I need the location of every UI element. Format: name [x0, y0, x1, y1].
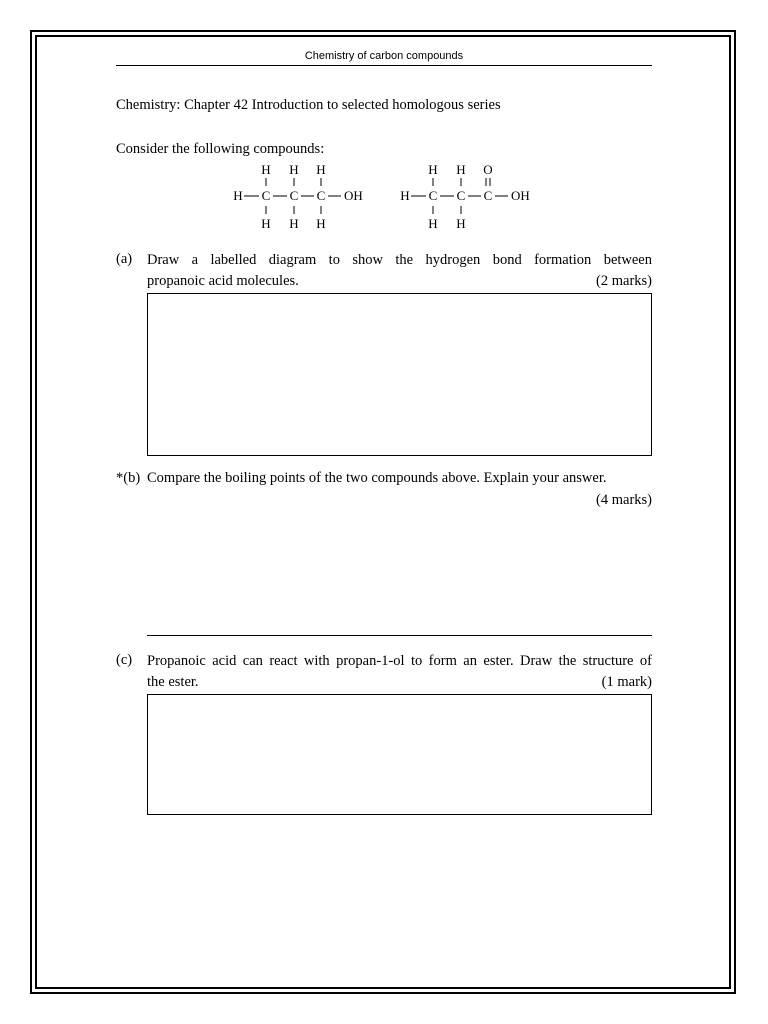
- atom: O: [483, 162, 493, 177]
- question-a-line1: Draw a labelled diagram to show the hydrogen bond formation between: [147, 252, 652, 268]
- atom: H: [316, 162, 326, 177]
- compound-propanol-structure: [228, 160, 378, 232]
- intro-text: Consider the following compounds:: [116, 141, 325, 157]
- question-c-marks: (1 mark): [601, 674, 652, 690]
- page-border-inner: [35, 35, 731, 989]
- atom: H: [400, 188, 410, 203]
- atom: C: [483, 188, 493, 203]
- question-b-marks: (4 marks): [596, 492, 652, 508]
- question-c-label: (c): [116, 652, 133, 668]
- question-b-label: *(b): [116, 470, 141, 486]
- atom: C: [456, 188, 466, 203]
- compound-propanoic-acid-structure: [395, 160, 545, 232]
- atom: C: [261, 188, 271, 203]
- atom: H: [261, 162, 271, 177]
- atom: H: [289, 216, 299, 231]
- question-a-line2: propanoic acid molecules.: [147, 273, 299, 289]
- atom: H: [233, 188, 243, 203]
- atom: C: [316, 188, 326, 203]
- question-b-text: Compare the boiling points of the two compounds above. Explain your answer.: [147, 470, 607, 486]
- running-header: Chemistry of carbon compounds: [304, 50, 464, 62]
- atom: H: [316, 216, 326, 231]
- atom: C: [428, 188, 438, 203]
- atom: H: [456, 162, 466, 177]
- atom: C: [289, 188, 299, 203]
- question-b-answer-line[interactable]: [147, 635, 652, 636]
- chapter-title: Chemistry: Chapter 42 Introduction to selected homologous series: [116, 97, 501, 113]
- atom: H: [261, 216, 271, 231]
- atom: H: [456, 216, 466, 231]
- atom: H: [289, 162, 299, 177]
- question-a-marks: (2 marks): [596, 273, 652, 289]
- atom: OH: [344, 188, 363, 203]
- atom: H: [428, 216, 438, 231]
- atom: H: [428, 162, 438, 177]
- question-c-answer-box[interactable]: [147, 694, 652, 815]
- question-c-line1: Propanoic acid can react with propan-1-ol to form an ester. Draw the structure of: [147, 653, 652, 669]
- question-a-label: (a): [116, 251, 133, 267]
- question-c-line2: the ester.: [147, 674, 199, 690]
- header-rule: [116, 65, 652, 66]
- question-a-answer-box[interactable]: [147, 293, 652, 456]
- atom: OH: [511, 188, 530, 203]
